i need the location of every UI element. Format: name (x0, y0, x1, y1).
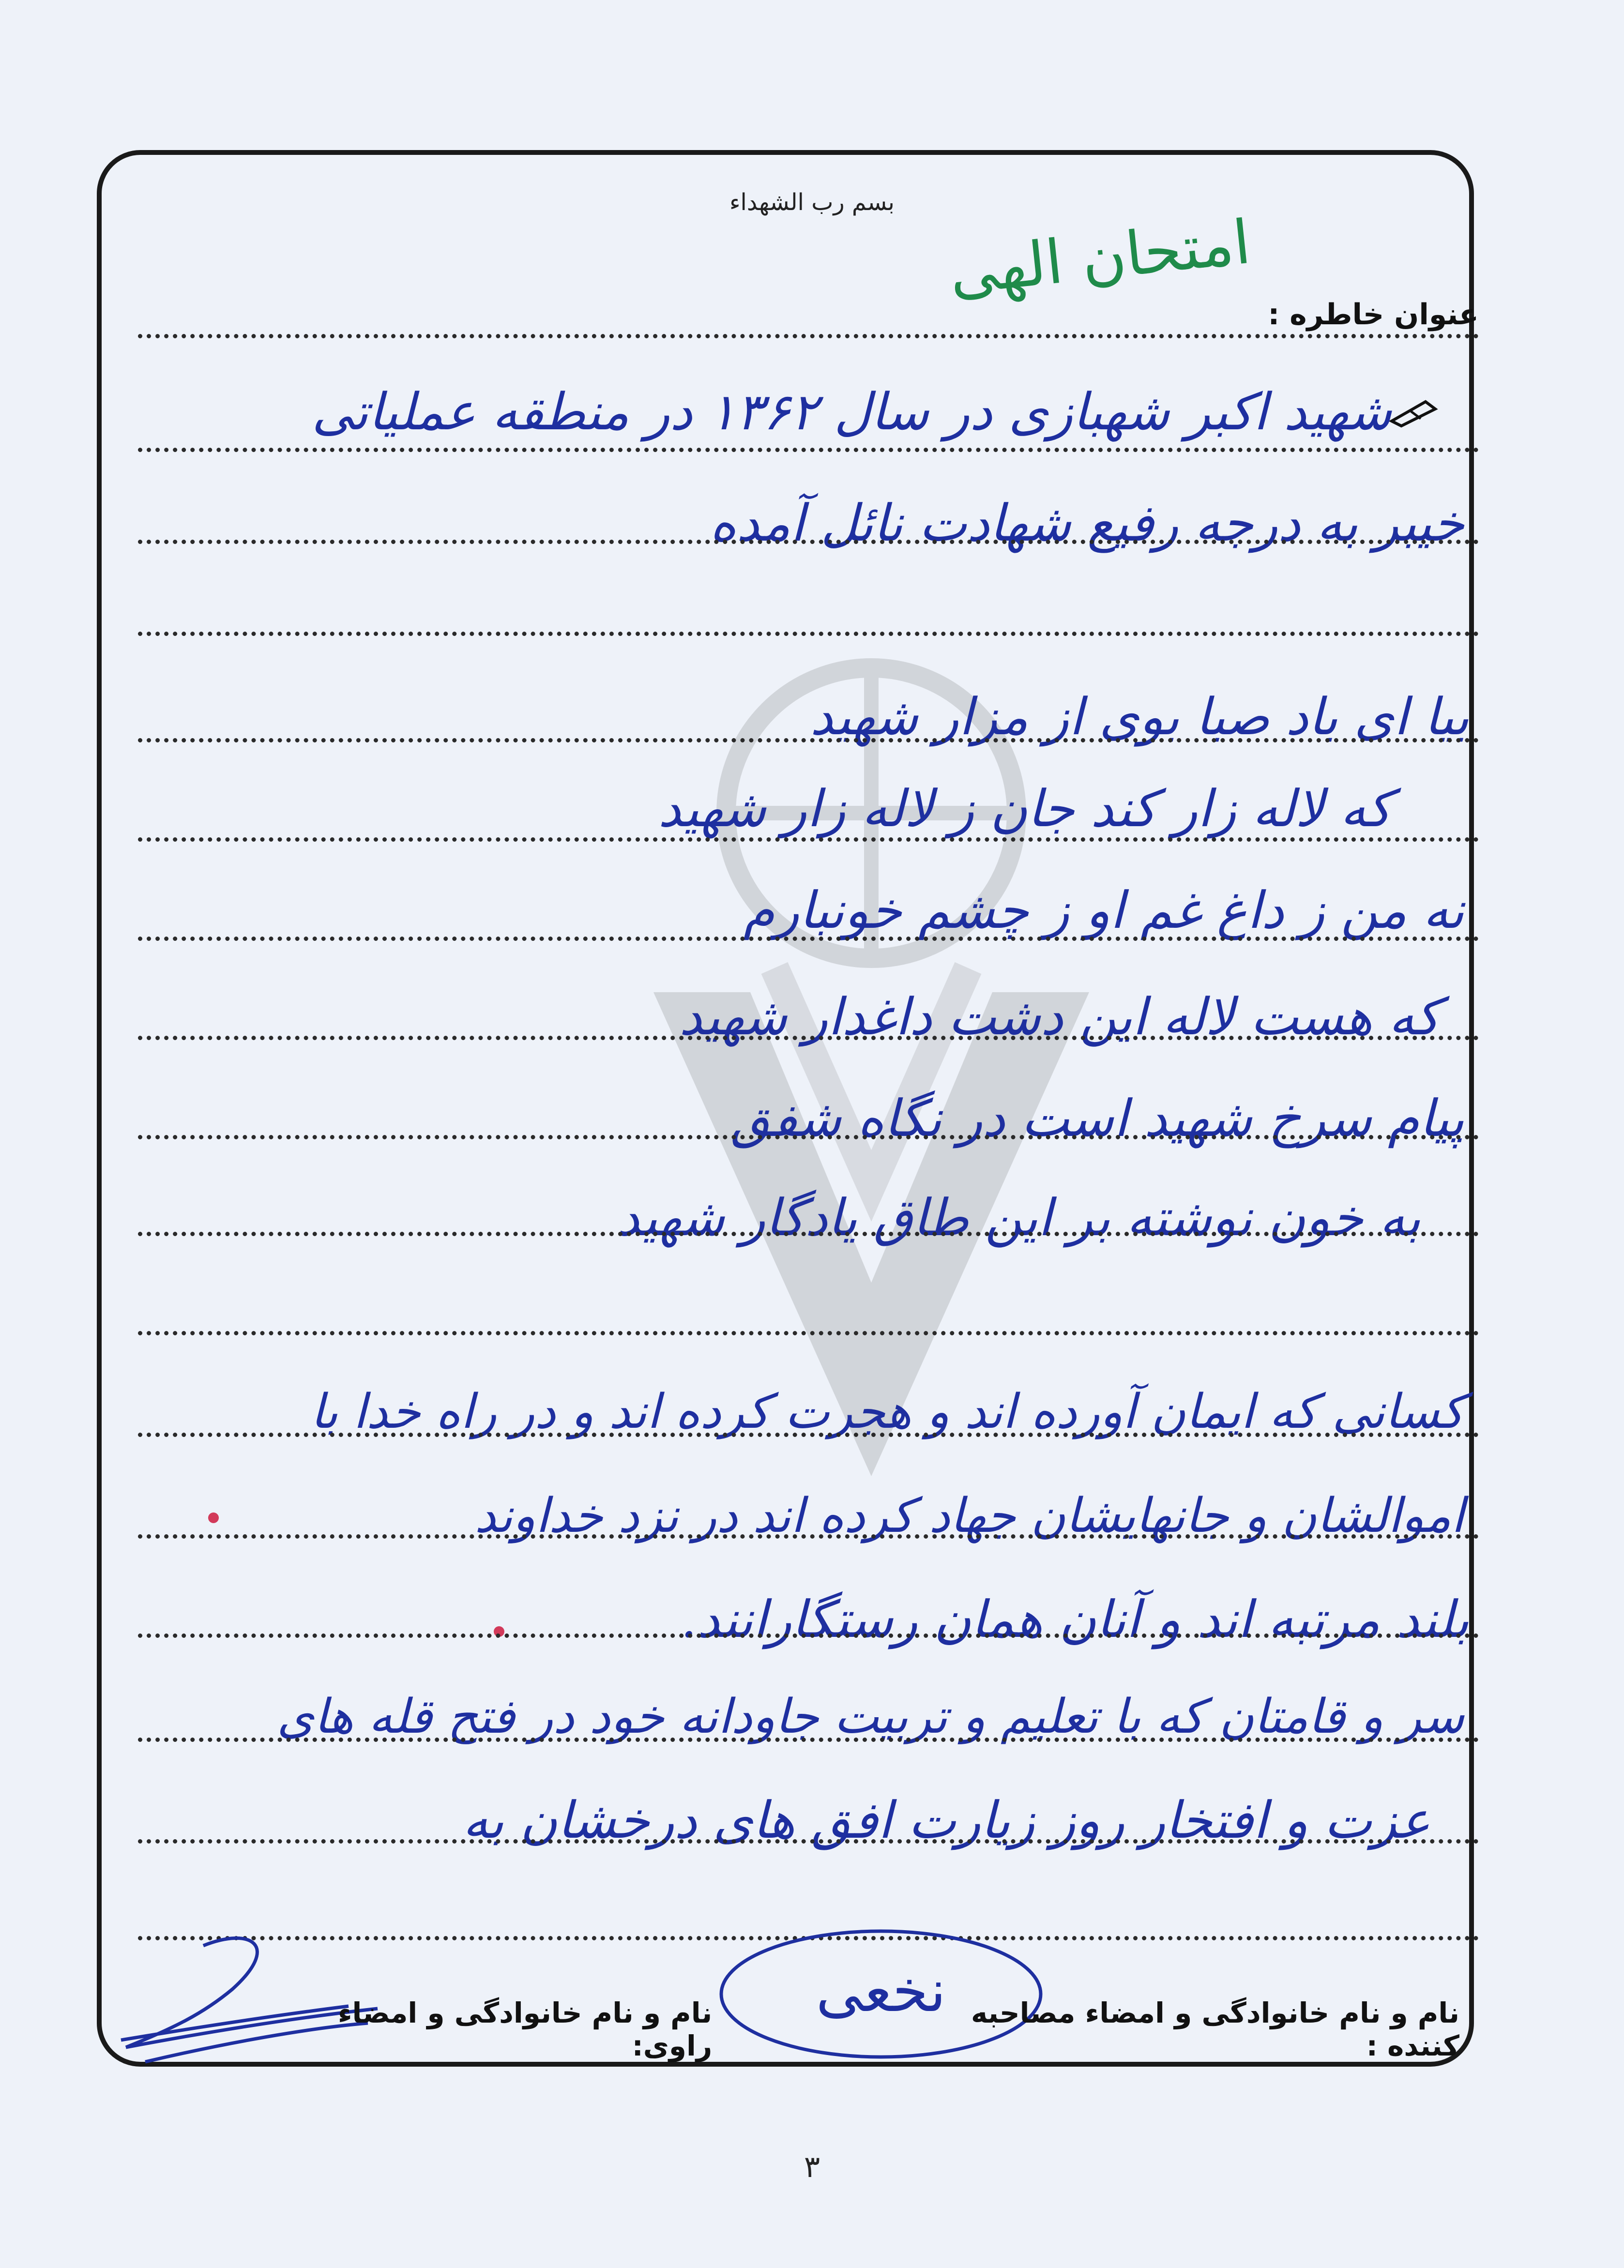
memory-title-handwritten: امتحان الهی (946, 207, 1254, 309)
narrator-label: نام و نام خانوادگی و امضاء راوی: (337, 1996, 713, 2062)
poem-line: به خون نوشته بر این طاق یادگار شهید (616, 1188, 1421, 1247)
dotted-line (138, 1135, 1479, 1139)
dotted-line (138, 632, 1479, 636)
dotted-line (138, 837, 1479, 842)
dotted-line (138, 540, 1479, 544)
dotted-line (138, 1232, 1479, 1236)
memory-line: شهید اکبر شهبازی در سال ۱۳۶۲ در منطقه عملیاتی (312, 382, 1392, 441)
svg-text:نخعی: نخعی (816, 1958, 946, 2025)
dotted-line (138, 334, 1479, 338)
dotted-line (138, 1633, 1479, 1638)
memory-line: خیبر به درجه رفیع شهادت نائل آمده (710, 494, 1464, 553)
page-header: بسم رب الشهداء (729, 189, 895, 216)
poem-line: که هست لاله این دشت داغدار شهید (679, 987, 1440, 1046)
poem-line: بیا ای باد صبا بوی از مزار شهید (810, 687, 1469, 746)
dotted-line (138, 937, 1479, 941)
dotted-line (138, 1036, 1479, 1040)
poem-line: پیام سرخ شهید است در نگاه شفق (730, 1089, 1464, 1148)
dotted-line (138, 1433, 1479, 1437)
text-line: سر و قامتان که با تعلیم و تربیت جاودانه خود در فتح قله های (277, 1689, 1464, 1744)
dotted-line (138, 738, 1479, 742)
verse-line: بلند مرتبه اند و آنان همان رستگارانند. (681, 1590, 1469, 1649)
memory-title-label: عنوان خاطره : (1268, 298, 1479, 332)
page-number: ۳ (804, 2149, 820, 2184)
pencil-icon (1387, 394, 1445, 428)
text-line: عزت و افتخار روز زیارت افق های درخشان به (462, 1791, 1430, 1850)
dotted-line (138, 448, 1479, 452)
signature-labels (310, 1996, 1459, 2062)
ink-dot (208, 1512, 219, 1523)
dotted-line (138, 1331, 1479, 1335)
dotted-line (138, 1839, 1479, 1844)
poem-line: نه من ز داغ غم او ز چشم خونبارم (743, 881, 1464, 940)
dotted-line (138, 1534, 1479, 1539)
verse-line: کسانی که ایمان آورده اند و هجرت کرده اند و در راه خدا با (310, 1384, 1464, 1439)
poem-line: که لاله زار کند جان ز لاله زار شهید (658, 779, 1392, 838)
verse-line: اموالشان و جانهایشان جهاد کرده اند در نزد خداوند (474, 1488, 1464, 1543)
interviewer-label: نام و نام خانوادگی و امضاء مصاحبه کننده : (971, 1996, 1459, 2062)
dotted-line (138, 1738, 1479, 1742)
